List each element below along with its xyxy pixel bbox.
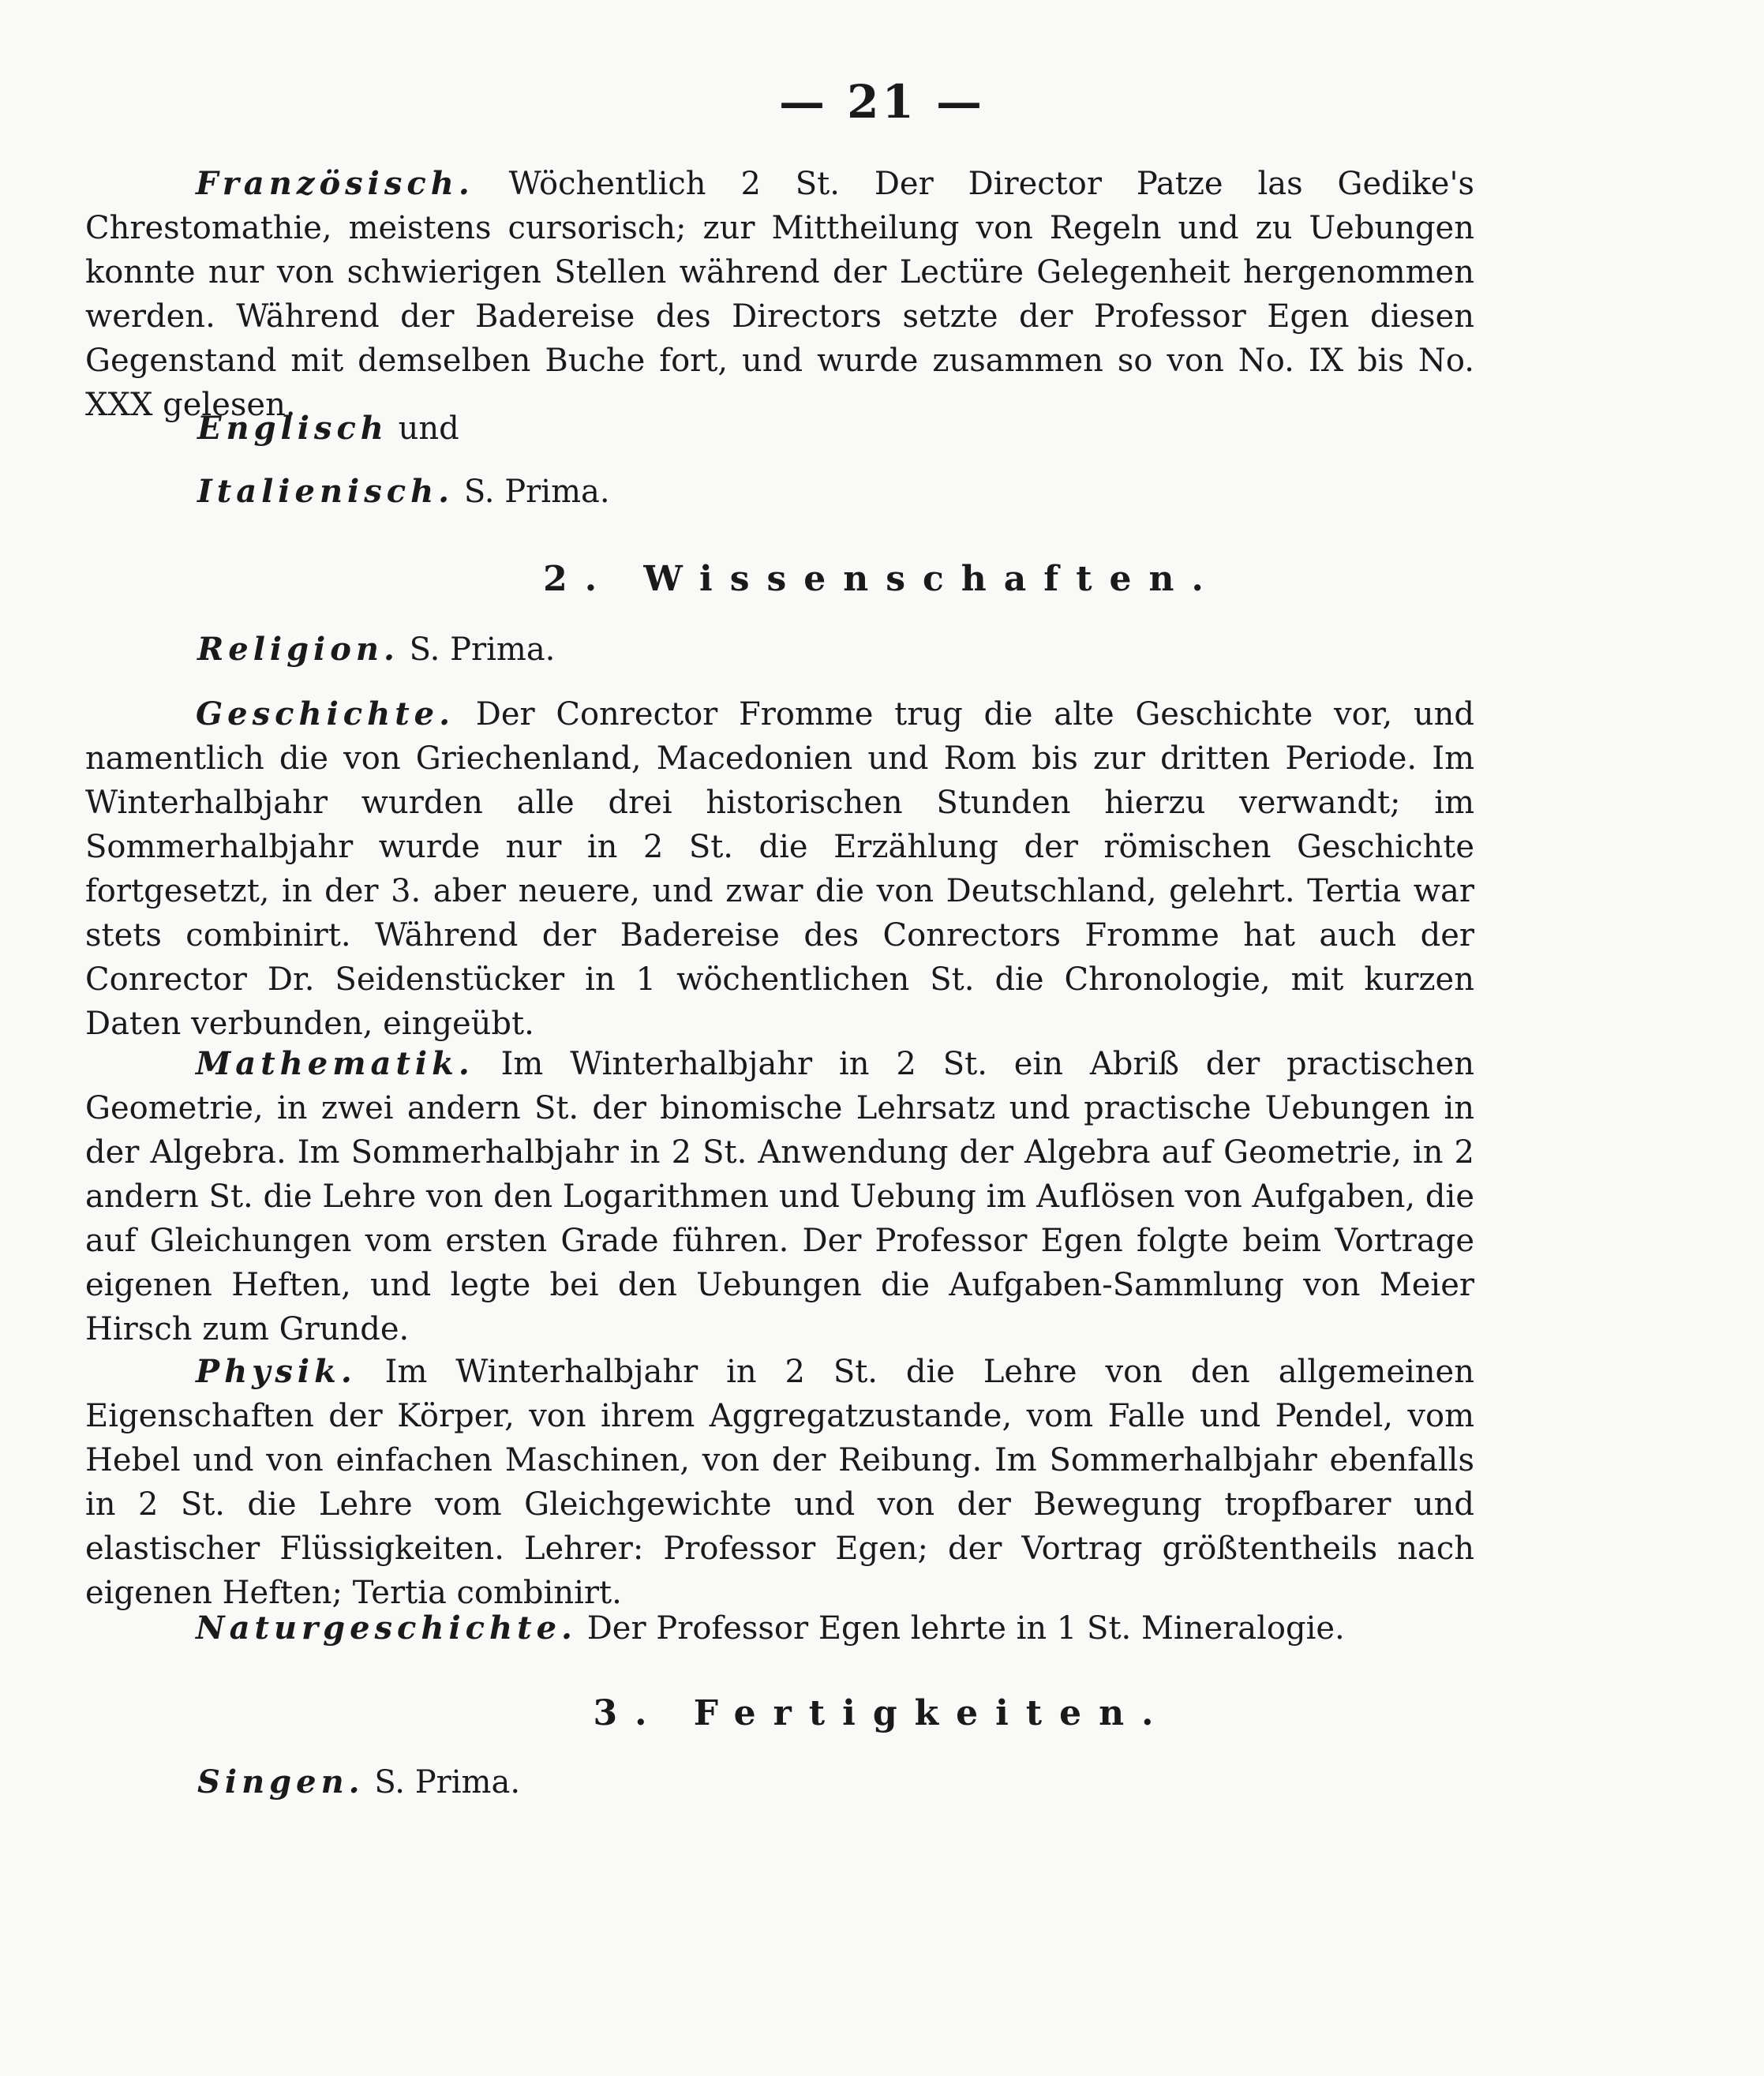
subject-term: Mathematik.: [196, 1045, 474, 1082]
section-heading-fertigkeiten: 3. Fertigkeiten.: [593, 1693, 1171, 1733]
subject-term: Englisch: [197, 410, 388, 447]
paragraph-naturgeschichte: [85, 1606, 1474, 1651]
paragraph-text: und: [398, 410, 459, 447]
subject-term: Physik.: [196, 1353, 357, 1390]
paragraph-religion: [197, 628, 555, 672]
paragraph-text: Im Winterhalbjahr in 2 St. die Lehre von den allgemeinen Eigenschaften der Körper, von ihrem Aggregatzustande, vom Falle und Pendel, vom Hebel und von einfachen Maschinen, von der Reibung. Im Sommerhalbjahr ebenfalls in 2 St. die Lehre vom Gleichgewichte und von der Bewegung tropfbarer und elastischer Flüssigkeiten. Lehrer: Professor Egen; der Vortrag größtentheils nach eigenen Heften; Tertia combinirt.: [85, 1354, 1474, 1611]
subject-term: Religion.: [197, 631, 399, 668]
paragraph-geschichte: [85, 692, 1474, 1046]
subject-term: Französisch.: [196, 165, 474, 202]
paragraph-italienisch: [197, 470, 610, 514]
subject-term: Italienisch.: [197, 473, 455, 510]
paragraph-mathematik: [85, 1042, 1474, 1351]
subject-term: Geschichte.: [196, 695, 455, 733]
paragraph-physik: [85, 1350, 1474, 1615]
page-number: — 21 —: [778, 75, 986, 129]
paragraph-text: Im Winterhalbjahr in 2 St. ein Abriß der practischen Geometrie, in zwei andern St. der binomische Lehrsatz und practische Uebungen in der Algebra. Im Sommerhalbjahr in 2 St. Anwendung der Algebra auf Geometrie, in 2 andern St. die Lehre von den Logarithmen und Uebung im Auflösen von Aufgaben, die auf Gleichungen vom ersten Grade führen. Der Professor Egen folgte beim Vortrage eigenen Heften, und legte bei den Uebungen die Aufgaben-Sammlung von Meier Hirsch zum Grunde.: [85, 1046, 1475, 1347]
paragraph-text: Der Conrector Fromme trug die alte Geschichte vor, und namentlich die von Griechenland, Macedonien und Rom bis zur dritten Periode. Im Winterhalbjahr wurden alle drei historischen Stunden hierzu verwandt; im Sommerhalbjahr wurde nur in 2 St. die Erzählung der römischen Geschichte fortgesetzt, in der 3. aber neuere, und zwar die von Deutschland, gelehrt. Tertia war stets combinirt. Während der Badereise des Conrectors Fromme hat auch der Conrector Dr. Seidenstücker in 1 wöchentlichen St. die Chronologie, mit kurzen Daten verbunden, eingeübt.: [85, 696, 1475, 1042]
subject-term: Singen.: [197, 1763, 365, 1801]
paragraph-text: Wöchentlich 2 St. Der Director Patze las Gedike's Chrestomathie, meistens cursorisch; zur Mittheilung von Regeln und zu Uebungen konnte nur von schwierigen Stellen während der Lectüre Gelegenheit hergenommen werden. Während der Badereise des Directors setzte der Professor Egen diesen Gegenstand mit demselben Buche fort, und wurde zusammen so von No. IX bis No. XXX gelesen.: [85, 166, 1475, 423]
section-heading-wissenschaften: 2. Wissenschaften.: [543, 559, 1221, 599]
subject-term: Naturgeschichte.: [196, 1609, 577, 1647]
paragraph-englisch: [197, 407, 459, 451]
paragraph-text: S. Prima.: [409, 631, 556, 668]
paragraph-text: S. Prima.: [463, 474, 610, 510]
paragraph-franzoesisch: [85, 162, 1474, 427]
paragraph-text: S. Prima.: [374, 1764, 521, 1801]
paragraph-singen: [197, 1760, 520, 1804]
paragraph-text: Der Professor Egen lehrte in 1 St. Mineralogie.: [586, 1610, 1345, 1647]
